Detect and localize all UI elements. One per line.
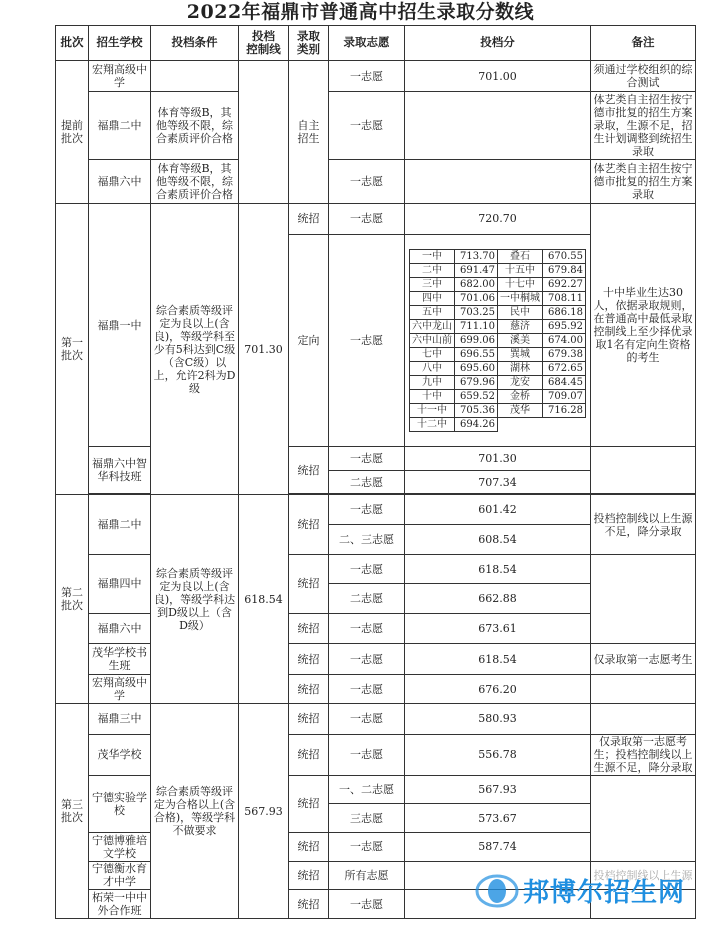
school-cell: 福鼎一中 [89,203,151,446]
wish-cell: 一志愿 [329,675,405,704]
school-score: 708.11 [543,292,586,306]
school-score: 672.65 [543,362,586,376]
header-row [56,26,696,61]
school-score: 670.55 [543,250,586,264]
school-name: 民中 [498,306,543,320]
school-name: 四中 [410,292,455,306]
type-label: 招生 [297,131,320,145]
directed-score-row [410,250,586,264]
note-cell: 投档控制线以上生源 [591,861,696,890]
school-cell: 福鼎三中 [89,704,151,735]
cond-cell: 综合素质等级评定为合格以上(含合格)，等级学科不做要求 [151,704,239,919]
cond-cell: 综合素质等级评定为良以上(含良)，等级学科至少有5科达到C级（含C级）以上，允许2科为D级 [151,203,239,494]
school-name: 一中 [410,250,455,264]
school-score: 674.00 [543,334,586,348]
school-score: 696.55 [455,348,498,362]
school-name: 七中 [410,348,455,362]
type-cell: 统招 [289,861,329,890]
wish-cell: 一志愿 [329,203,405,234]
school-name: 一中桐城 [498,292,543,306]
batch-cell [56,495,89,704]
header-score: 投档分 [405,26,591,61]
school-score: 694.26 [455,418,498,432]
header-type [289,26,329,61]
wish-cell: 一志愿 [329,234,405,447]
school-cell: 宏翔高级中学 [89,60,151,92]
directed-scores-table [409,249,586,432]
directed-score-row [410,320,586,334]
score-cell: 573.67 [405,804,591,833]
score-cell: 673.61 [405,614,591,644]
directed-score-row [410,334,586,348]
score-cell: 556.78 [405,734,591,775]
school-score: 679.96 [455,376,498,390]
directed-score-row [410,292,586,306]
page-title: 2022年福鼎市普通高中招生录取分数线 [186,1,535,23]
batch-label: 批次 [61,349,83,363]
school-cell: 茂华学校书生班 [89,643,151,675]
wish-cell: 一、二志愿 [329,775,405,804]
wish-cell: 一志愿 [329,554,405,584]
score-cell: 618.54 [405,643,591,675]
school-name: 龙安 [498,376,543,390]
directed-score-row [410,418,586,432]
school-score: 701.06 [455,292,498,306]
watermark [475,868,705,913]
header-wish: 录取志愿 [329,26,405,61]
school-cell: 福鼎二中 [89,92,151,160]
type-cell: 统招 [289,704,329,735]
school-cell: 福鼎二中 [89,495,151,554]
header-ctrl-2: 控制线 [246,41,281,56]
cond-cell: 综合素质等级评定为良以上(含良)，等级学科达到D级以上（含D级） [151,495,239,704]
batch-cell [56,60,89,203]
score-cell: 567.93 [405,775,591,804]
type-cell: 统招 [289,614,329,644]
note-cell: 仅录取第一志愿考生；投档控制线以上生源不足，降分录取 [591,734,696,775]
school-cell: 茂华学校 [89,734,151,775]
score-cell: 618.54 [405,554,591,584]
note-cell: 体艺类自主招生按宁德市批复的招生方案录取 [591,159,696,203]
school-cell: 宁德博雅培文学校 [89,832,151,861]
school-score: 679.84 [543,264,586,278]
school-score: 703.25 [455,306,498,320]
score-cell: 601.42 [405,495,591,525]
wish-cell: 一志愿 [329,614,405,644]
header-ctrl [239,26,289,61]
header-school: 招生学校 [89,26,151,61]
school-cell: 福鼎六中智华科技班 [89,447,151,494]
batch-label: 第三 [61,798,83,812]
school-name: 十中 [410,390,455,404]
note-cell: 仅录取第一志愿考生 [591,643,696,675]
header-note: 备注 [591,26,696,61]
directed-scores-cell [405,234,591,447]
header-batch: 批次 [56,26,89,61]
school-cell: 福鼎四中 [89,554,151,613]
batch-label: 批次 [61,811,83,825]
score-cell: 701.00 [405,60,591,92]
directed-score-row [410,376,586,390]
type-cell [289,60,329,203]
ctrl-cell: 618.54 [239,495,289,704]
school-name: 叠石 [498,250,543,264]
cond-cell: 体育等级B，其他等级不限，综合素质评价合格 [151,92,239,160]
directed-score-row [410,264,586,278]
school-cell: 福鼎六中 [89,159,151,203]
note-cell [591,447,696,494]
school-score: 686.18 [543,306,586,320]
school-name: 十七中 [498,278,543,292]
school-name: 茂华 [498,404,543,418]
type-cell: 统招 [289,675,329,704]
type-cell: 统招 [289,495,329,554]
score-cell: 587.74 [405,832,591,861]
ctrl-cell: 701.30 [239,203,289,494]
ctrl-cell [239,60,289,203]
school-score: 709.07 [543,390,586,404]
cond-cell [151,60,239,92]
school-name: 八中 [410,362,455,376]
score-cell: 676.20 [405,675,591,704]
note-cell: 体艺类自主招生按宁德市批复的招生方案录取，生源不足，招生计划调整到统招生录取 [591,92,696,160]
wish-cell: 一志愿 [329,704,405,735]
batch-label: 第二 [61,586,83,600]
type-cell: 统招 [289,832,329,861]
wish-cell: 一志愿 [329,734,405,775]
score-cell: 608.54 [405,525,591,555]
school-score: 695.92 [543,320,586,334]
school-score: 684.45 [543,376,586,390]
school-name: 十五中 [498,264,543,278]
wish-cell: 一志愿 [329,159,405,203]
watermark-logo-icon [475,873,519,909]
cond-cell: 体育等级B，其他等级不限，综合素质评价合格 [151,159,239,203]
school-name: 溪美 [498,334,543,348]
school-name: 六中龙山 [410,320,455,334]
ctrl-cell: 567.93 [239,704,289,919]
note-cell: 须通过学校组织的综合测试 [591,60,696,92]
table-row [56,60,696,92]
batch-label: 批次 [61,131,83,145]
type-cell: 统招 [289,734,329,775]
school-score: 699.06 [455,334,498,348]
school-name: 十一中 [410,404,455,418]
school-name: 六中山前 [410,334,455,348]
score-cell: 701.30 [405,447,591,471]
school-name: 湖林 [498,362,543,376]
batch-label: 提前 [61,118,83,132]
school-score: 682.00 [455,278,498,292]
school-name: 金桥 [498,390,543,404]
school-score: 711.10 [455,320,498,334]
type-cell: 统招 [289,643,329,675]
directed-score-row [410,390,586,404]
wish-cell: 一志愿 [329,60,405,92]
batch-cell [56,704,89,919]
wish-cell: 二志愿 [329,470,405,494]
school-score: 705.36 [455,404,498,418]
directed-score-row [410,362,586,376]
header-type-2: 类别 [297,41,320,56]
school-name: 三中 [410,278,455,292]
type-cell: 统招 [289,447,329,494]
school-cell: 福鼎六中 [89,614,151,644]
type-cell: 统招 [289,554,329,613]
score-cell: 580.93 [405,704,591,735]
school-score: 713.70 [455,250,498,264]
wish-cell: 三志愿 [329,804,405,833]
directed-score-row [410,278,586,292]
score-cell [405,159,591,203]
note-cell [591,704,696,735]
watermark-text: 邦博尔招生网 [523,878,686,908]
wish-cell: 二、三志愿 [329,525,405,555]
wish-cell: 一志愿 [329,643,405,675]
table-row [56,159,696,203]
batch-label: 第一 [61,336,83,350]
batch-cell [56,203,89,494]
school-name: 九中 [410,376,455,390]
table-row [56,203,696,234]
wish-cell: 一志愿 [329,495,405,525]
wish-cell: 一志愿 [329,832,405,861]
wish-cell: 一志愿 [329,447,405,471]
score-cell [405,92,591,160]
header-type-1: 录取 [297,28,320,43]
note-cell: 十中毕业生达30人，依据录取规则，在普通高中最低录取控制线上至少择优录取1名有定向生资格的考生 [591,203,696,446]
school-cell: 宁德实验学校 [89,775,151,832]
note-cell [591,675,696,704]
school-score: 695.60 [455,362,498,376]
note-cell [591,775,696,861]
wish-cell: 一志愿 [329,890,405,919]
wish-cell: 所有志愿 [329,861,405,890]
school-name: 五中 [410,306,455,320]
note-cell: 投档控制线以上生源不足，降分录取 [591,495,696,554]
school-score: 679.38 [543,348,586,362]
directed-score-row [410,348,586,362]
header-cond: 投档条件 [151,26,239,61]
school-name: 十二中 [410,418,455,432]
school-name: 巽城 [498,348,543,362]
header-ctrl-1: 投档 [252,28,275,43]
school-name: 慈济 [498,320,543,334]
table-row [56,704,696,735]
admission-table [55,25,696,919]
type-cell: 统招 [289,203,329,234]
table-row [56,495,696,525]
school-score: 659.52 [455,390,498,404]
score-cell: 707.34 [405,470,591,494]
batch-label: 批次 [61,599,83,613]
score-cell: 662.88 [405,584,591,614]
school-name: 二中 [410,264,455,278]
school-cell: 宏翔高级中学 [89,675,151,704]
school-score: 716.28 [543,404,586,418]
type-cell: 定向 [289,234,329,447]
type-cell: 统招 [289,775,329,832]
table-row [56,92,696,160]
school-score: 692.27 [543,278,586,292]
wish-cell: 二志愿 [329,584,405,614]
wish-cell: 一志愿 [329,92,405,160]
note-cell [591,554,696,643]
directed-score-row [410,404,586,418]
directed-score-row [410,306,586,320]
score-cell: 720.70 [405,203,591,234]
school-cell: 宁德衡水育才中学 [89,861,151,890]
school-cell: 柘荣一中中外合作班 [89,890,151,919]
school-score: 691.47 [455,264,498,278]
type-label: 自主 [297,118,320,132]
type-cell: 统招 [289,890,329,919]
